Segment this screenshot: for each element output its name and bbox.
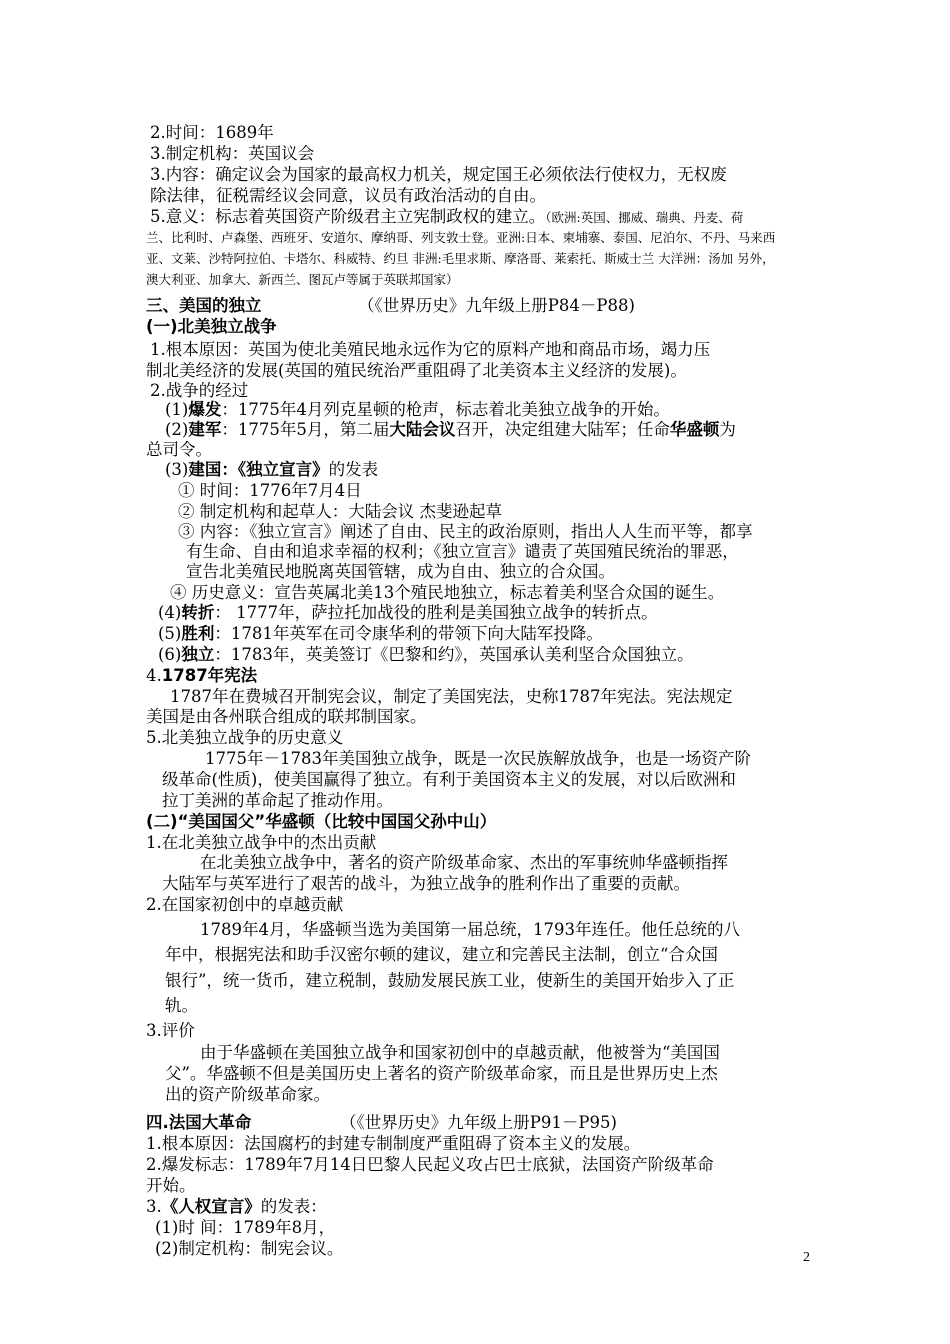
text-line: 3.制定机构：英国议会 bbox=[150, 144, 315, 163]
textbook-reference: （《世界历史》九年级上册P91－P95) bbox=[340, 1113, 617, 1132]
text-line: 轨。 bbox=[165, 996, 198, 1015]
text-line: 1787年在费城召开制宪会议，制定了美国宪法，史称1787年宪法。宪法规定 bbox=[170, 687, 733, 706]
text-line: (2)建军：1775年5月，第二届大陆会议召开，决定组建大陆军；任命华盛顿为 bbox=[165, 420, 736, 439]
text-line: (1)时 间：1789年8月， bbox=[155, 1218, 336, 1237]
text-line: 2.战争的经过 bbox=[150, 381, 249, 400]
text-line: ② 制定机构和起草人：大陆会议 杰斐逊起草 bbox=[178, 502, 502, 521]
text-line: 1.根本原因：法国腐朽的封建专制制度严重阻碍了资本主义的发展。 bbox=[146, 1134, 641, 1153]
text-line: 银行”，统一货币，建立税制，鼓励发展民族工业，使新生的美国开始步入了正 bbox=[165, 971, 735, 990]
text-line: ④ 历史意义：宣告英属北美13个殖民地独立，标志着美利坚合众国的诞生。 bbox=[170, 583, 725, 602]
section-heading: 四.法国大革命 bbox=[146, 1113, 252, 1132]
note-line: 澳大利亚、加拿大、新西兰、图瓦卢等属于英联邦国家） bbox=[146, 272, 459, 287]
text-line: 有生命、自由和追求幸福的权利；《独立宣言》谴责了英国殖民统治的罪恶， bbox=[186, 542, 739, 561]
text-line: 在北美独立战争中，著名的资产阶级革命家、杰出的军事统帅华盛顿指挥 bbox=[200, 853, 728, 872]
text-line: 开始。 bbox=[146, 1176, 196, 1195]
text-line: ① 时间：1776年7月4日 bbox=[178, 481, 362, 500]
text-line: ③ 内容：《独立宣言》阐述了自由、民主的政治原则，指出人人生而平等，都享 bbox=[178, 522, 753, 541]
note-line: 亚、文莱、沙特阿拉伯、卡塔尔、科威特、约旦 非洲:毛里求斯、摩洛哥、莱索托、斯威士兰 大洋洲：汤加 另外， bbox=[146, 251, 775, 266]
text-line: 大陆军与英军进行了艰苦的战斗，为独立战争的胜利作出了重要的贡献。 bbox=[162, 874, 690, 893]
note-line: 兰、比利时、卢森堡、西班牙、安道尔、摩纳哥、列支敦士登。亚洲:日本、柬埔寨、泰国、尼泊尔、不丹、马来西 bbox=[146, 230, 776, 245]
text-line: (1)爆发：1775年4月列克星顿的枪声，标志着北美独立战争的开始。 bbox=[165, 400, 670, 419]
text-line: 2.时间：1689年 bbox=[150, 123, 274, 142]
text-line: 4.1787年宪法 bbox=[146, 666, 258, 685]
text-line: 5.北美独立战争的历史意义 bbox=[146, 728, 344, 747]
text-line: 2.爆发标志：1789年7月14日巴黎人民起义攻占巴士底狱，法国资产阶级革命 bbox=[146, 1155, 714, 1174]
text-line: (4)转折： 1777年，萨拉托加战役的胜利是美国独立战争的转折点。 bbox=[158, 603, 658, 622]
text-line: 级革命(性质)，使美国赢得了独立。有利于美国资本主义的发展，对以后欧洲和 bbox=[162, 770, 736, 789]
text-line: 拉丁美洲的革命起了推动作用。 bbox=[162, 791, 393, 810]
text-line: 5.意义：标志着英国资产阶级君主立宪制政权的建立。（欧洲:英国、挪威、瑞典、丹麦、荷 bbox=[150, 207, 744, 226]
text-line: (5)胜利：1781年英军在司令康华利的带领下向大陆军投降。 bbox=[158, 624, 603, 643]
text-line: 美国是由各州联合组成的联邦制国家。 bbox=[146, 707, 427, 726]
text-line: 3.评价 bbox=[146, 1021, 195, 1040]
text-line: (2)制定机构：制宪会议。 bbox=[155, 1239, 344, 1258]
text-line: 总司令。 bbox=[146, 440, 212, 459]
text-line: (6)独立：1783年，英美签订《巴黎和约》，英国承认美利坚合众国独立。 bbox=[158, 645, 694, 664]
text-line: 1.在北美独立战争中的杰出贡献 bbox=[146, 833, 377, 852]
text-line: 1775年－1783年美国独立战争，既是一次民族解放战争，也是一场资产阶 bbox=[205, 749, 751, 768]
subsection-heading: (二)“美国国父”华盛顿（比较中国国父孙中山） bbox=[146, 812, 497, 831]
text-line: 宣告北美殖民地脱离英国管辖，成为自由、独立的合众国。 bbox=[186, 562, 615, 581]
text-line: 3.《人权宣言》的发表： bbox=[146, 1197, 327, 1216]
text-line: 由于华盛顿在美国独立战争和国家初创中的卓越贡献，他被誉为“美国国 bbox=[200, 1043, 720, 1062]
text-line: 2.在国家初创中的卓越贡献 bbox=[146, 895, 344, 914]
text-line: 年中，根据宪法和助手汉密尔顿的建议，建立和完善民主法制，创立“合众国 bbox=[165, 945, 718, 964]
text-line: 父”。华盛顿不但是美国历史上著名的资产阶级革命家，而且是世界历史上杰 bbox=[165, 1064, 718, 1083]
text-line: (3)建国：《独立宣言》的发表 bbox=[165, 460, 379, 479]
text-line: 3.内容：确定议会为国家的最高权力机关，规定国王必须依法行使权力，无权废 bbox=[150, 165, 727, 184]
section-heading: 三、美国的独立 bbox=[146, 296, 262, 315]
text-line: 制北美经济的发展(英国的殖民统治严重阻碍了北美资本主义经济的发展)。 bbox=[146, 361, 687, 380]
text-line: 出的资产阶级革命家。 bbox=[165, 1085, 330, 1104]
text-line: 1.根本原因：英国为使北美殖民地永远作为它的原料产地和商品市场，竭力压 bbox=[150, 340, 711, 359]
text-line: 除法律，征税需经议会同意，议员有政治活动的自由。 bbox=[150, 186, 546, 205]
text-line: 1789年4月，华盛顿当选为美国第一届总统，1793年连任。他任总统的八 bbox=[200, 920, 740, 939]
subsection-heading: (一)北美独立战争 bbox=[146, 317, 277, 336]
page-number: 2 bbox=[803, 1250, 810, 1265]
textbook-reference: （《世界历史》九年级上册P84－P88) bbox=[358, 296, 635, 315]
